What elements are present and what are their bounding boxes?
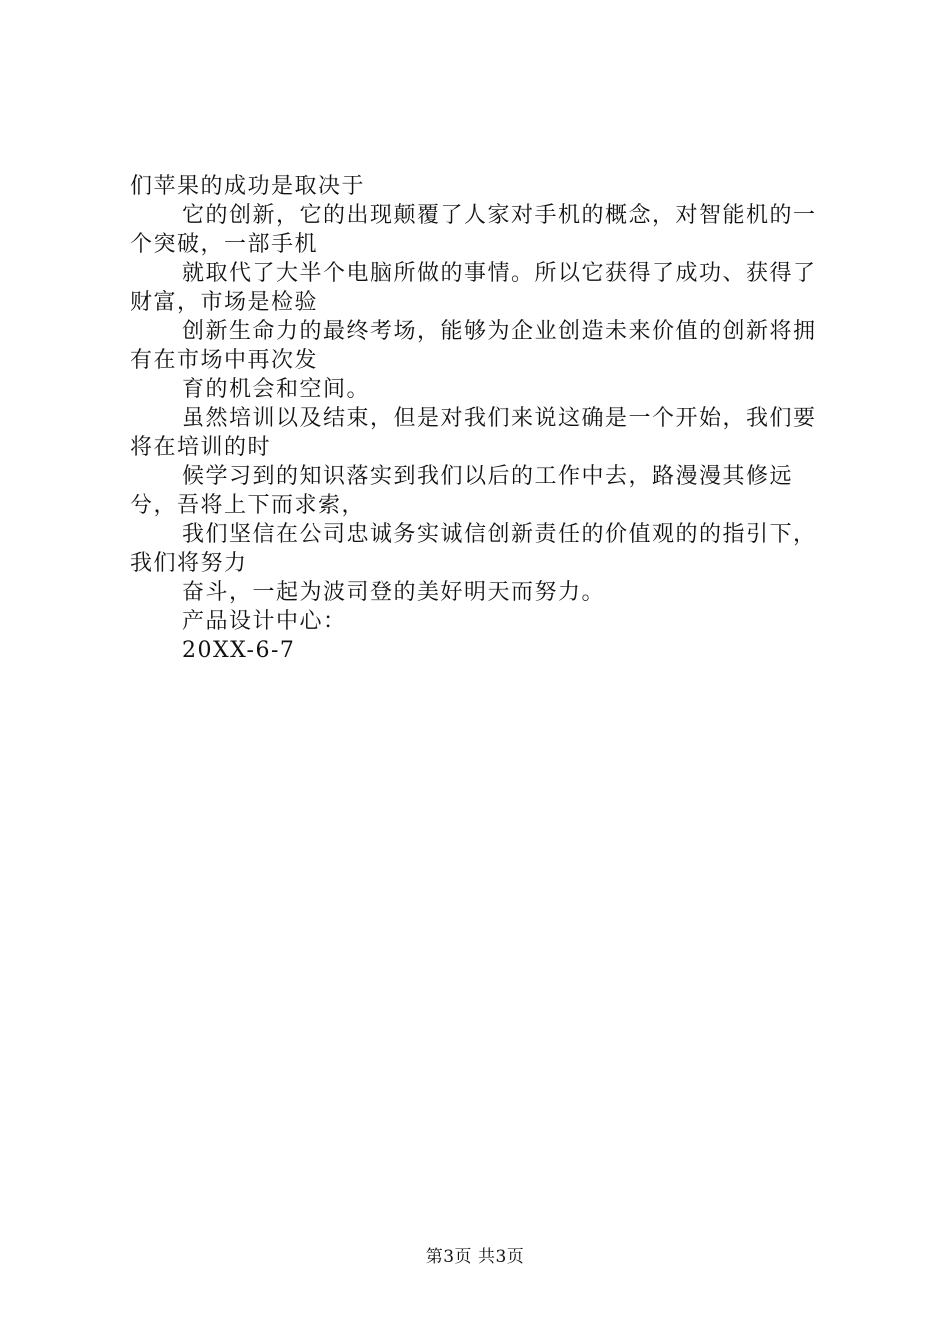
signature-date [130,636,830,665]
paragraph [130,172,830,201]
paragraph-text: 它的创新，它的出现颠覆了人家对手机的概念，对智能机的一个突破，一部手机 [130,203,817,257]
paragraph-text: 就取代了大半个电脑所做的事情。所以它获得了成功、获得了财富，市场是检验 [130,261,817,315]
paragraph [130,375,830,404]
paragraph [130,259,830,317]
paragraph-text: 们苹果的成功是取决于 [130,174,366,199]
paragraph-text: 创新生命力的最终考场，能够为企业创造未来价值的创新将拥有在市场中再次发 [130,319,817,373]
paragraph-text: 20XX-6-7 [182,638,296,663]
paragraph-text: 候学习到的知识落实到我们以后的工作中去，路漫漫其修远兮，吾将上下而求索， [130,464,794,518]
paragraph [130,578,830,607]
paragraph [130,462,830,520]
paragraph [130,201,830,259]
paragraph-text: 奋斗，一起为波司登的美好明天而努力。 [182,580,606,605]
document-body [130,172,830,665]
paragraph-text: 我们坚信在公司忠诚务实诚信创新责任的价值观的的指引下，我们将努力 [130,522,817,576]
paragraph-text: 虽然培训以及结束，但是对我们来说这确是一个开始，我们要将在培训的时 [130,406,817,460]
paragraph [130,520,830,578]
signature-department [130,607,830,636]
paragraph-text: 产品设计中心： [182,609,347,634]
paragraph-text: 育的机会和空间。 [182,377,371,402]
page-footer: 第3页 共3页 [425,1247,525,1267]
paragraph [130,404,830,462]
paragraph [130,317,830,375]
